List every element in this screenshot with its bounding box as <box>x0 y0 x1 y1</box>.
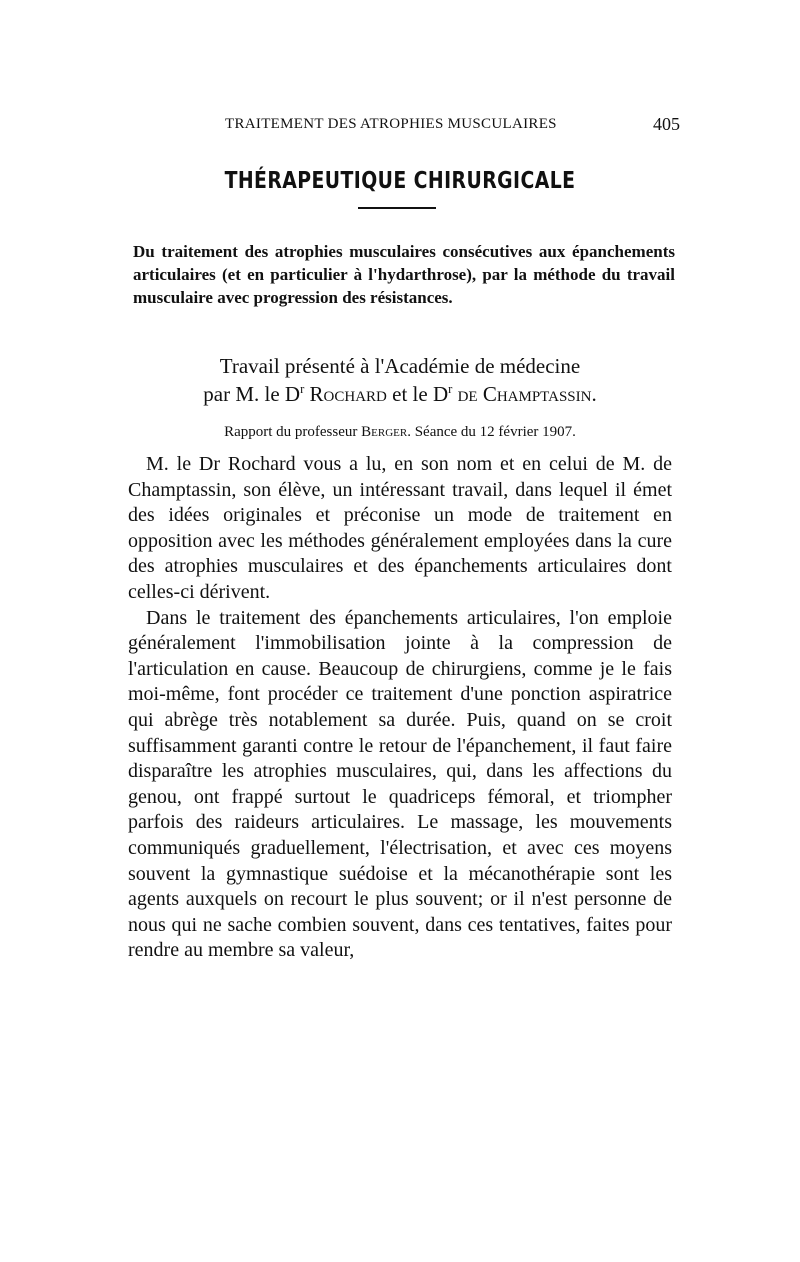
page-number: 405 <box>653 114 680 134</box>
presentation-note <box>0 352 800 408</box>
body-text <box>128 452 672 964</box>
paragraph-1: M. le Dr Rochard vous a lu, en son nom et en celui de M. de Champtassin, son élève, un intéressant travail, dans lequel il émet des idées originales et préconise un mode de traitement en opposition avec les méthodes généralement employées dans la cure des atrophies musculaires et des épanchements articulaires dont celles-ci dérivent. <box>128 453 672 603</box>
section-title: THÉRAPEUTIQUE CHIRURGICALE <box>224 168 576 194</box>
reporter-name: Berger <box>361 424 408 440</box>
title-rule <box>358 207 436 209</box>
author-champtassin: de Champtassin. <box>452 382 597 406</box>
presentation-line-2: par M. le $D^r$ Rochard et le $D^r$ de Champtassin. <box>203 382 597 406</box>
report-line: Rapport du professeur Berger. Séance du 12 février 1907. <box>224 424 576 440</box>
paragraph-2: Dans le traitement des épanchements articulaires, l'on emploie généralement l'immobilisation jointe à la compression de l'articulation en cause. Beaucoup de chirurgiens, comme je le fais moi-même, font procéder ce traitement d'une ponction aspiratrice qui abrège très notablement sa durée. Puis, quand on se croit suffisamment garanti contre le retour de l'épanchement, il faut faire disparaître les atrophies musculaires, qui, dans les affections du genou, ont frappé surtout le quadriceps fémoral, et triompher parfois des raideurs articulaires. Le massage, les mouvements communiqués graduellement, l'électrisation, et avec ces moyens souvent la gymnastique suédoise et la mécanothérapie sont les agents auxquels on recourt le plus souvent; or il n'est personne de nous qui ne sache combien souvent, dans ces tentatives, faites pour rendre au membre sa valeur, <box>128 606 672 962</box>
article-subtitle: Du traitement des atrophies musculaires consécutives aux épanchements articulaires (et en particulier à l'hydarthrose), par la méthode du travail musculaire avec progression des résistances. <box>133 242 675 307</box>
author-rochard: Rochard <box>309 382 387 406</box>
presentation-line-1: Travail présenté à l'Académie de médecine <box>219 354 581 378</box>
running-head <box>140 116 680 140</box>
running-title: TRAITEMENT DES ATROPHIES MUSCULAIRES <box>225 116 557 132</box>
